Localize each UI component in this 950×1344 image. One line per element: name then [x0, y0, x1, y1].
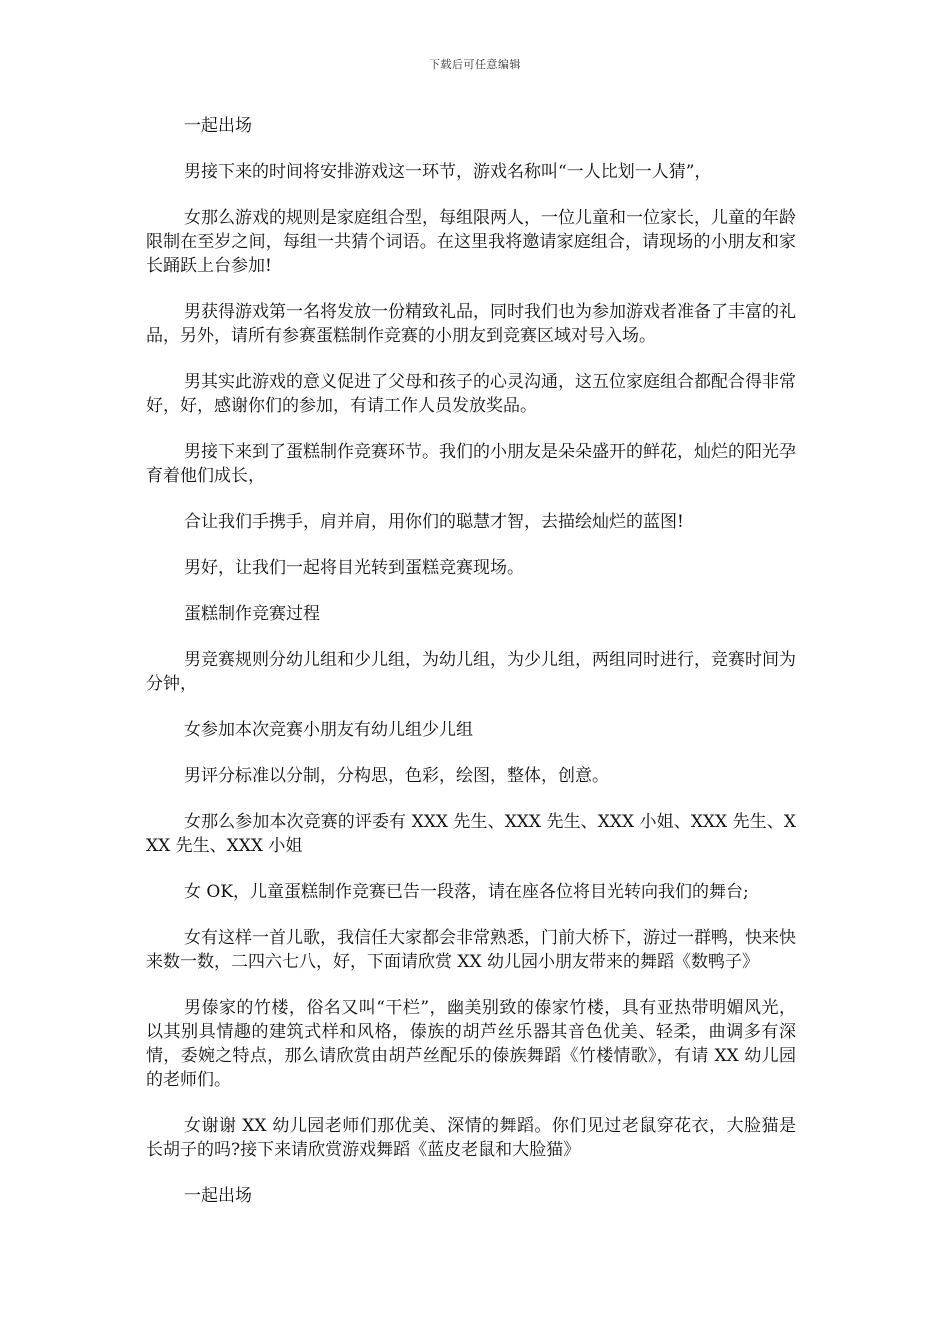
paragraph: 男接下来的时间将安排游戏这一环节，游戏名称叫“一人比划一人猜”，	[184, 162, 712, 182]
paragraph: 男傣家的竹楼，俗名又叫“干栏”，幽美别致的傣家竹楼，具有亚热带明媚风光，以其别具情趣的建筑式样和风格，傣族的胡芦丝乐器其音色优美、轻柔，曲调多有深情，委婉之特点，那么请欣赏由胡芦丝配乐的傣族舞蹈《竹楼情歌》，有请 XX 幼儿园的老师们。	[146, 998, 796, 1090]
paragraph: 男竞赛规则分幼儿组和少儿组，为幼儿组，为少儿组，两组同时进行，竞赛时间为分钟，	[146, 650, 796, 694]
paragraph: 一起出场	[184, 116, 252, 136]
document-body	[146, 114, 796, 1230]
paragraph: 男接下来到了蛋糕制作竞赛环节。我们的小朋友是朵朵盛开的鲜花，灿烂的阳光孕育着他们成长，	[146, 442, 796, 486]
paragraph: 男获得游戏第一名将发放一份精致礼品，同时我们也为参加游戏者准备了丰富的礼品，另外，请所有参赛蛋糕制作竞赛的小朋友到竞赛区域对号入场。	[146, 302, 796, 346]
paragraph: 男好，让我们一起将目光转到蛋糕竞赛现场。	[184, 558, 524, 578]
paragraph: 女 OK，儿童蛋糕制作竞赛已告一段落，请在座各位将目光转向我们的舞台;	[184, 882, 749, 902]
paragraph: 女那么参加本次竞赛的评委有 XXX 先生、XXX 先生、XXX 小姐、XXX 先生、XXX 先生、XXX 小姐	[146, 812, 796, 856]
paragraph: 女谢谢 XX 幼儿园老师们那优美、深情的舞蹈。你们见过老鼠穿花衣，大脸猫是长胡子的吗?接下来请欣赏游戏舞蹈《蓝皮老鼠和大脸猫》	[146, 1116, 796, 1160]
page-header: 下载后可任意编辑	[429, 58, 521, 71]
paragraph: 男评分标准以分制，分构思，色彩，绘图，整体，创意。	[184, 766, 609, 786]
section-heading: 蛋糕制作竞赛过程	[184, 604, 320, 624]
paragraph: 女参加本次竞赛小朋友有幼儿组少儿组	[184, 720, 473, 740]
paragraph: 女那么游戏的规则是家庭组合型，每组限两人，一位儿童和一位家长，儿童的年龄限制在至岁之间，每组一共猜个词语。在这里我将邀请家庭组合，请现场的小朋友和家长踊跃上台参加!	[146, 208, 796, 276]
paragraph: 女有这样一首儿歌，我信任大家都会非常熟悉，门前大桥下，游过一群鸭，快来快来数一数，二四六七八，好，下面请欣赏 XX 幼儿园小朋友带来的舞蹈《数鸭子》	[146, 928, 796, 972]
paragraph: 男其实此游戏的意义促进了父母和孩子的心灵沟通，这五位家庭组合都配合得非常好，好，感谢你们的参加，有请工作人员发放奖品。	[146, 372, 796, 416]
paragraph: 合让我们手携手，肩并肩，用你们的聪慧才智，去描绘灿烂的蓝图!	[184, 512, 684, 532]
paragraph: 一起出场	[184, 1186, 252, 1206]
